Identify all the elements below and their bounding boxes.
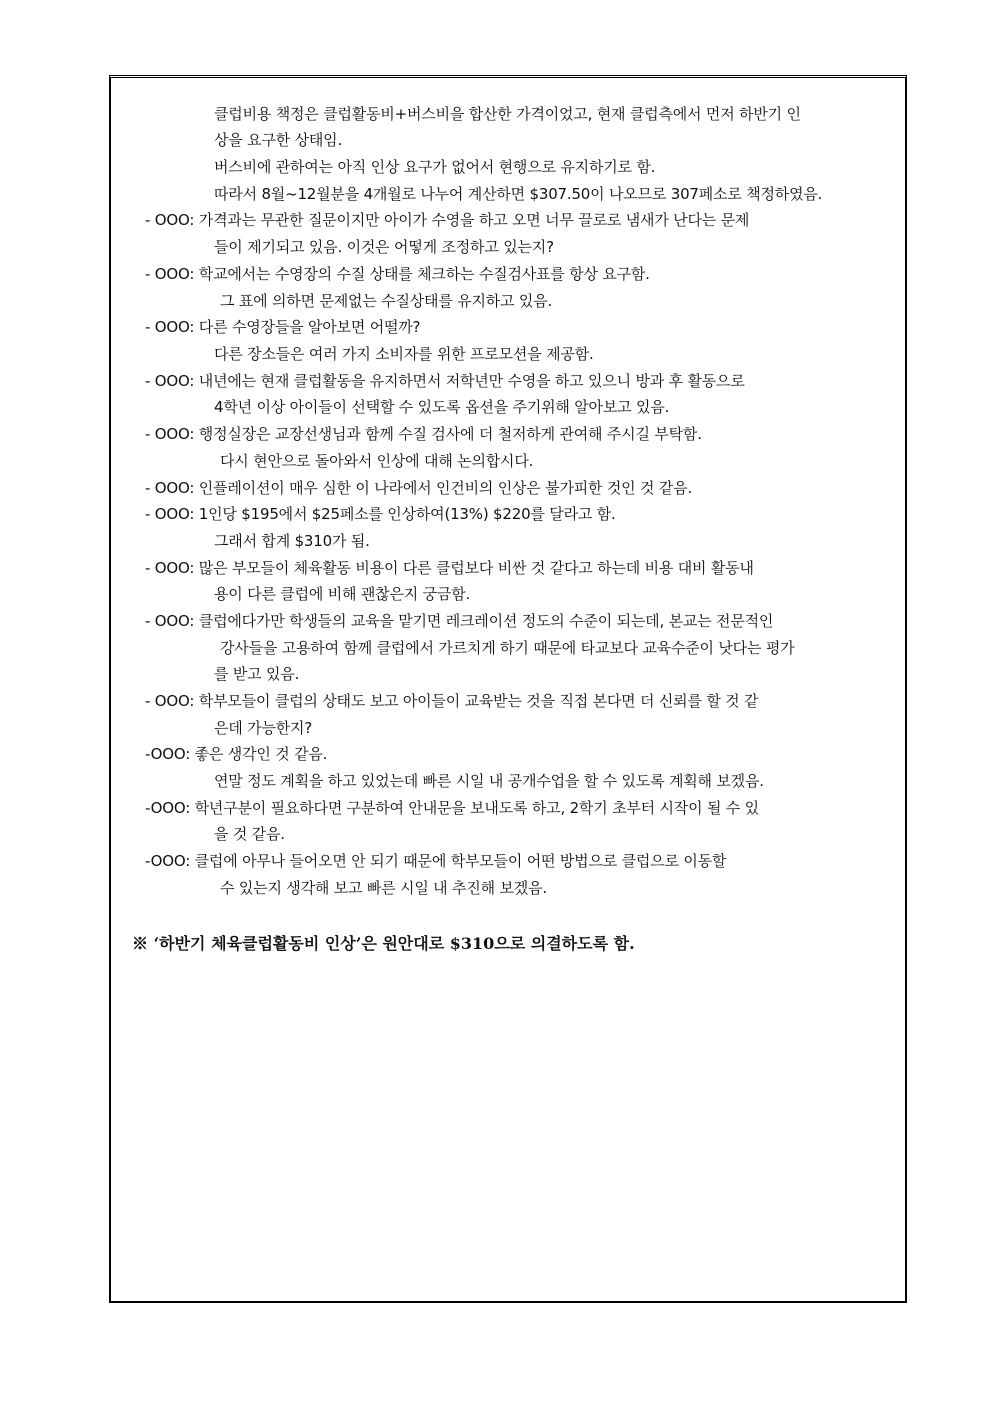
entry-text: 클럽에 아무나 들어오면 안 되기 때문에 학부모들이 어떤 방법으로 클럽으로 이동할 — [194, 852, 727, 870]
speaker-label: OOO: — [154, 211, 195, 229]
speaker-label: OOO: — [154, 318, 195, 336]
text-line: 강사들을 고용하여 함께 클럽에서 가르치게 하기 때문에 타교보다 교육수준이 낫다는 평가 — [220, 639, 795, 657]
speaker-label: OOO: — [154, 265, 195, 283]
speaker-label: OOO: — [150, 745, 191, 763]
speaker-label: OOO: — [154, 559, 195, 577]
text-line: 버스비에 관하여는 아직 인상 요구가 없어서 현행으로 유지하기로 함. — [214, 158, 656, 176]
dash-marker: - — [145, 799, 151, 817]
text-line: 그래서 합계 $310가 됨. — [214, 532, 370, 550]
entry-text: 학교에서는 수영장의 수질 상태를 체크하는 수질검사표를 항상 요구함. — [198, 265, 650, 283]
dash-marker: - — [145, 265, 151, 283]
list-item — [145, 555, 754, 581]
text-line: 상을 요구한 상태임. — [214, 131, 343, 149]
list-item — [145, 261, 650, 287]
speaker-label: OOO: — [154, 692, 195, 710]
list-item — [145, 421, 702, 447]
speaker-label: OOO: — [154, 372, 195, 390]
speaker-label: OOO: — [154, 479, 195, 497]
dash-marker: - — [145, 692, 151, 710]
list-item — [145, 741, 327, 767]
entry-text: 행정실장은 교장선생님과 함께 수질 검사에 더 철저하게 관여해 주시길 부탁함. — [198, 425, 702, 443]
dash-marker: - — [145, 479, 151, 497]
text-line: 연말 정도 계획을 하고 있었는데 빠른 시일 내 공개수업을 할 수 있도록 계획해 보겠음. — [214, 772, 764, 790]
text-line: 따라서 8월~12월분을 4개월로 나누어 계산하면 $307.50이 나오므로 307페소로 책정하였음. — [214, 185, 823, 203]
entry-text: 내년에는 현재 클럽활동을 유지하면서 저학년만 수영을 하고 있으니 방과 후 활동으로 — [198, 372, 745, 390]
dash-marker: - — [145, 852, 151, 870]
entry-text: 가격과는 무관한 질문이지만 아이가 수영을 하고 오면 너무 끌로로 냄새가 난다는 문제 — [198, 211, 750, 229]
entry-text: 많은 부모들이 체육활동 비용이 다른 클럽보다 비싼 것 같다고 하는데 비용 대비 활동내 — [198, 559, 754, 577]
dash-marker: - — [145, 372, 151, 390]
dash-marker: - — [145, 425, 151, 443]
speaker-label: OOO: — [150, 852, 191, 870]
speaker-label: OOO: — [150, 799, 191, 817]
text-line: 수 있는지 생각해 보고 빠른 시일 내 추진해 보겠음. — [220, 879, 547, 897]
dash-marker: - — [145, 211, 151, 229]
entry-text: 클럽에다가만 학생들의 교육을 맡기면 레크레이션 정도의 수준이 되는데, 본교는 전문적인 — [198, 612, 774, 630]
speaker-label: OOO: — [154, 505, 195, 523]
resolution-note: ※ ‘하반기 체육클럽활동비 인상’은 원안대로 $310으로 의결하도록 함. — [132, 934, 635, 953]
dash-marker: - — [145, 612, 151, 630]
entry-text: 1인당 $195에서 $25페소를 인상하여(13%) $220를 달라고 함. — [198, 505, 616, 523]
list-item — [145, 848, 726, 874]
text-line: 클럽비용 책정은 클럽활동비+버스비을 합산한 가격이었고, 현재 클럽측에서 먼저 하반기 인 — [214, 105, 801, 123]
list-item — [145, 688, 758, 714]
list-item — [145, 608, 773, 634]
text-line: 은데 가능한지? — [214, 719, 313, 737]
entry-text: 학년구분이 필요하다면 구분하여 안내문을 보내도록 하고, 2학기 초부터 시작이 될 수 있 — [194, 799, 759, 817]
text-line: 4학년 이상 아이들이 선택할 수 있도록 옵션을 주기위해 알아보고 있음. — [214, 398, 670, 416]
dash-marker: - — [145, 318, 151, 336]
text-line: 다른 장소들은 여러 가지 소비자를 위한 프로모션을 제공함. — [214, 345, 594, 363]
text-line: 을 것 같음. — [214, 825, 285, 843]
speaker-label: OOO: — [154, 612, 195, 630]
entry-text: 다른 수영장들을 알아보면 어떨까? — [198, 318, 421, 336]
list-item — [145, 207, 749, 233]
list-item — [145, 501, 616, 527]
dash-marker: - — [145, 505, 151, 523]
dash-marker: - — [145, 559, 151, 577]
text-line: 다시 현안으로 돌아와서 인상에 대해 논의합시다. — [220, 452, 534, 470]
speaker-label: OOO: — [154, 425, 195, 443]
list-item — [145, 314, 420, 340]
list-item — [145, 475, 692, 501]
text-line: 들이 제기되고 있음. 이것은 어떻게 조정하고 있는지? — [214, 238, 554, 256]
dash-marker: - — [145, 745, 151, 763]
entry-text: 좋은 생각인 것 같음. — [194, 745, 328, 763]
entry-text: 인플레이션이 매우 심한 이 나라에서 인건비의 인상은 불가피한 것인 것 같음. — [198, 479, 693, 497]
text-line: 를 받고 있음. — [214, 665, 300, 683]
list-item — [145, 368, 745, 394]
entry-text: 학부모들이 클럽의 상태도 보고 아이들이 교육받는 것을 직접 본다면 더 신뢰를 할 것 같 — [198, 692, 759, 710]
text-line: 용이 다른 클럽에 비해 괜찮은지 궁금함. — [214, 585, 471, 603]
text-line: 그 표에 의하면 문제없는 수질상태를 유지하고 있음. — [220, 292, 553, 310]
list-item — [145, 795, 759, 821]
